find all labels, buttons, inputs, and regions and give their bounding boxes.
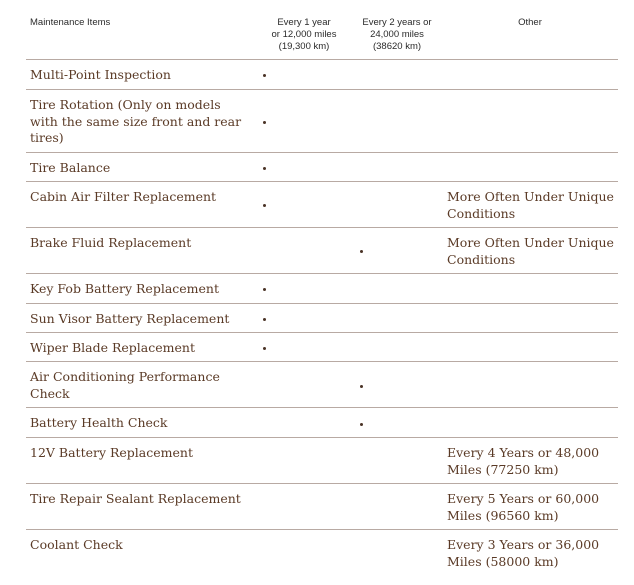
- row-item-name: Sun Visor Battery Replacement: [30, 311, 230, 326]
- row-item-name: Tire Balance: [30, 160, 111, 175]
- every-1-year-bullet: [263, 204, 266, 207]
- table-row: [26, 228, 618, 274]
- table-row: [26, 484, 618, 530]
- row-item-name: Key Fob Battery Replacement: [30, 281, 220, 296]
- header-every-1-year-line1: Every 1 year: [277, 17, 331, 28]
- header-every-2-years-line2: 24,000 miles: [370, 29, 424, 40]
- every-1-year-bullet: [263, 347, 266, 350]
- row-item-name: Air Conditioning Performance Check: [30, 369, 220, 401]
- table-row: [26, 153, 618, 182]
- header-every-2-years-line3: (38620 km): [372, 41, 422, 52]
- table-row: [26, 408, 618, 438]
- table-row: [26, 304, 618, 333]
- row-item-name: Tire Repair Sealant Replacement: [30, 491, 241, 506]
- table-row: [26, 362, 618, 408]
- header-other: Other: [518, 17, 542, 28]
- table-row: [26, 530, 618, 575]
- row-item-name: Wiper Blade Replacement: [30, 340, 195, 355]
- row-other-interval: Every 5 Years or 60,000 Miles (96560 km): [447, 491, 600, 523]
- table-row: [26, 438, 618, 484]
- every-1-year-bullet: [263, 288, 266, 291]
- header-every-1-year-line3: (19,300 km): [278, 41, 330, 52]
- header-every-1-year-line2: or 12,000 miles: [271, 29, 337, 40]
- every-1-year-bullet: [263, 318, 266, 321]
- table-row: [26, 60, 618, 90]
- row-other-interval: More Often Under Unique Conditions: [447, 235, 614, 267]
- row-item-name: 12V Battery Replacement: [30, 445, 193, 460]
- table-row: [26, 90, 618, 153]
- header-maintenance-items: Maintenance Items: [30, 17, 111, 28]
- row-other-interval: Every 4 Years or 48,000 Miles (77250 km): [447, 445, 600, 477]
- table-row: [26, 333, 618, 362]
- every-1-year-bullet: [263, 121, 266, 124]
- maintenance-table: [26, 0, 618, 575]
- row-item-name: Tire Rotation (Only on models with the same size front and rear tires): [30, 97, 242, 145]
- row-item-name: Battery Health Check: [30, 415, 168, 430]
- every-2-years-bullet: [360, 385, 363, 388]
- every-2-years-bullet: [360, 250, 363, 253]
- row-item-name: Multi-Point Inspection: [30, 67, 171, 82]
- row-item-name: Coolant Check: [30, 537, 123, 552]
- header-every-2-years-line1: Every 2 years or: [362, 17, 432, 28]
- header-every-1-year: [260, 17, 348, 53]
- row-item-name: Cabin Air Filter Replacement: [30, 189, 217, 204]
- row-other-interval: More Often Under Unique Conditions: [447, 189, 614, 221]
- table-row: [26, 274, 618, 304]
- row-other-interval: Every 3 Years or 36,000 Miles (58000 km): [447, 537, 600, 569]
- every-1-year-bullet: [263, 167, 266, 170]
- every-1-year-bullet: [263, 74, 266, 77]
- row-item-name: Brake Fluid Replacement: [30, 235, 192, 250]
- table-header: [26, 0, 618, 60]
- table-row: [26, 182, 618, 228]
- header-every-2-years: [354, 17, 440, 53]
- every-2-years-bullet: [360, 423, 363, 426]
